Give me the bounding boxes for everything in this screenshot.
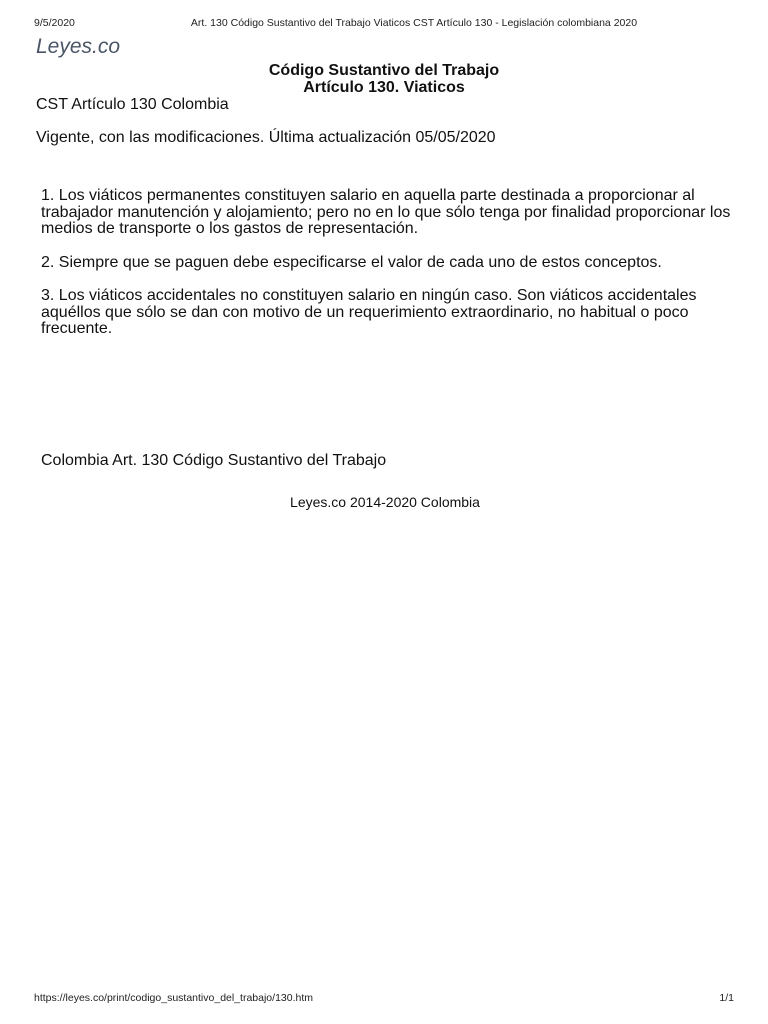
footer-copyright: Leyes.co 2014-2020 Colombia — [290, 494, 480, 510]
document-title — [0, 62, 768, 96]
document-subtitle: CST Artículo 130 Colombia — [36, 96, 229, 113]
print-date: 9/5/2020 — [34, 17, 75, 29]
article-paragraph-2: 2. Siempre que se paguen debe especificarse el valor de cada uno de estos conceptos. — [41, 253, 662, 271]
print-url: https://leyes.co/print/codigo_sustantivo_del_trabajo/130.htm — [34, 992, 314, 1004]
article-paragraph-1: 1. Los viáticos permanentes constituyen salario en aquella parte destinada a proporcionar al trabajador manutención y alojamiento; pero no en lo que sólo tenga por finalidad proporcionar los medios de transporte o los gastos de representación. — [41, 187, 731, 237]
article-body — [41, 188, 731, 355]
print-header — [34, 17, 734, 31]
footer-reference: Colombia Art. 130 Código Sustantivo del Trabajo — [41, 452, 387, 469]
document-status: Vigente, con las modificaciones. Última actualización 05/05/2020 — [36, 129, 496, 146]
document-title-line-1: Código Sustantivo del Trabajo — [268, 62, 500, 79]
print-page-number: 1/1 — [719, 992, 734, 1004]
document-title-line-2: Artículo 130. Viaticos — [303, 79, 465, 96]
article-paragraph-3: 3. Los viáticos accidentales no constituyen salario en ningún caso. Son viáticos accidentales aquéllos que sólo se dan con motivo de un requerimiento extraordinario, no habitual o poco frecuente. — [41, 287, 697, 337]
print-page-title: Art. 130 Código Sustantivo del Trabajo Viaticos CST Artículo 130 - Legislación colombiana 2020 — [190, 17, 638, 29]
site-logo-link[interactable]: Leyes.co — [36, 35, 121, 58]
